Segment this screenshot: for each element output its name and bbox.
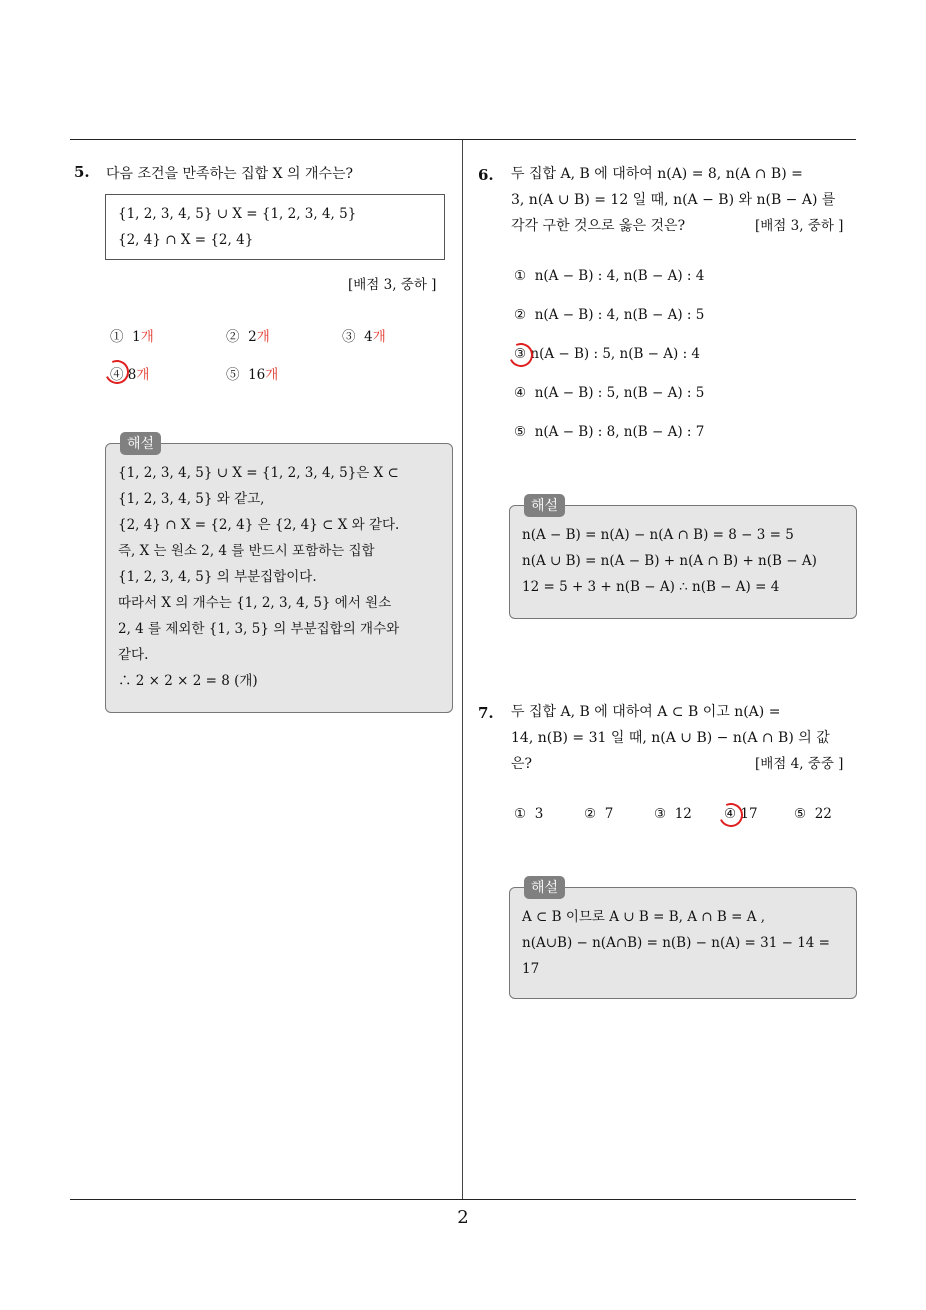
solution-line: {2, 4} ∩ X = {2, 4} 은 {2, 4} ⊂ X 와 같다. [118,517,400,533]
q5-solution-box [105,436,453,713]
q6-choice-3[interactable] [514,346,700,362]
q6-line-1: 두 집합 A, B 에 대하여 n(A) = 8, n(A ∩ B) = [511,166,803,182]
choice-value: 3 [534,806,544,822]
q7-score: [배점 4, 중중 ] [755,756,844,772]
choice-value: 7 [604,806,614,822]
solution-line: 12 = 5 + 3 + n(B − A) ∴ n(B − A) = 4 [522,579,780,595]
choice-mark: ③ [342,329,356,345]
q7-line-3 [511,751,861,777]
choice-text: n(A − B) : 8, n(B − A) : 7 [534,424,705,440]
q7-text [511,699,861,777]
choice-value: 17 [740,806,758,822]
choice-mark: ④ [724,806,737,822]
solution-line: {1, 2, 3, 4, 5} ∪ X = {1, 2, 3, 4, 5}은 X ⊂ [118,465,399,481]
choice-mark: ⑤ [514,424,527,440]
choice-value: 22 [814,806,832,822]
solution-line: n(A − B) = n(A) − n(A ∩ B) = 8 − 3 = 5 [522,527,794,543]
solution-tag: 해설 [524,876,565,899]
q7-number: 7. [478,704,494,722]
solution-line: 2, 4 를 제외한 {1, 3, 5} 의 부분집합의 개수와 [118,621,400,637]
choice-value: 8 [127,367,137,383]
solution-tag: 해설 [524,494,565,517]
column-divider [462,140,463,1200]
q7-choice-3[interactable] [654,806,692,822]
choice-mark: ① [514,268,527,284]
q7-line-1: 두 집합 A, B 에 대하여 A ⊂ B 이고 n(A) = [511,704,781,720]
choice-mark: ⑤ [794,806,807,822]
q5-score: [배점 3, 중하 ] [348,277,437,293]
solution-line: n(A∪B) − n(A∩B) = n(B) − n(A) = 31 − 14 = [522,935,830,951]
choice-mark: ⑤ [226,367,240,383]
q7-line-3-text: 은? [511,756,533,772]
choice-text: n(A − B) : 5, n(B − A) : 5 [534,385,705,401]
q6-choice-1[interactable] [514,268,704,284]
choice-text: n(A − B) : 5, n(B − A) : 4 [530,346,701,362]
top-rule [70,139,856,140]
choice-unit: 개 [136,367,150,383]
solution-line: n(A ∪ B) = n(A − B) + n(A ∩ B) + n(B − A) [522,553,817,569]
solution-line: 같다. [118,647,149,663]
q7-choice-1[interactable] [514,806,543,822]
choice-value: 4 [364,329,373,345]
q5-condition-1: {1, 2, 3, 4, 5} ∪ X = {1, 2, 3, 4, 5} [118,206,357,222]
choice-text: n(A − B) : 4, n(B − A) : 4 [534,268,705,284]
solution-line: A ⊂ B 이므로 A ∪ B = B, A ∩ B = A , [522,909,766,925]
choice-mark: ③ [514,346,527,362]
solution-line: 따라서 X 의 개수는 {1, 2, 3, 4, 5} 에서 원소 [118,595,392,611]
choice-value: 1 [132,329,141,345]
solution-line: {1, 2, 3, 4, 5} 와 같고, [118,491,265,507]
q5-choice-5[interactable] [226,363,278,383]
choice-text: n(A − B) : 4, n(B − A) : 5 [534,307,705,323]
choice-mark: ④ [514,385,527,401]
q7-choice-2[interactable] [584,806,613,822]
q6-choice-4[interactable] [514,385,704,401]
q7-line-2: 14, n(B) = 31 일 때, n(A ∪ B) − n(A ∩ B) 의 값 [511,730,830,746]
choice-unit: 개 [372,329,386,345]
choice-mark: ② [584,806,597,822]
choice-mark: ① [110,329,124,345]
solution-tag: 해설 [120,432,161,455]
q5-choice-3[interactable] [342,325,386,345]
q6-number: 6. [478,166,494,184]
q6-line-3-text: 각각 구한 것으로 옳은 것은? [511,218,686,234]
choice-value: 16 [248,367,266,383]
q5-choice-2[interactable] [226,325,270,345]
q6-text [511,161,861,239]
choice-unit: 개 [265,367,279,383]
q7-choice-5[interactable] [794,806,832,822]
q7-solution-box [509,880,857,999]
choice-value: 12 [674,806,692,822]
q6-choice-2[interactable] [514,307,704,323]
solution-line: ∴ 2 × 2 × 2 = 8 (개) [118,673,258,689]
choice-value: 2 [248,329,257,345]
q6-line-2: 3, n(A ∪ B) = 12 일 때, n(A − B) 와 n(B − A) 를 [511,192,836,208]
choice-mark: ② [514,307,527,323]
q6-solution-box [509,498,857,619]
q6-choice-5[interactable] [514,424,704,440]
choice-mark: ③ [654,806,667,822]
choice-mark: ① [514,806,527,822]
bottom-rule [70,1199,856,1200]
q5-condition-2: {2, 4} ∩ X = {2, 4} [118,232,254,248]
choice-mark: ② [226,329,240,345]
solution-line: 즉, X 는 원소 2, 4 를 반드시 포함하는 집합 [118,543,375,559]
q5-condition-box [105,194,445,260]
choice-unit: 개 [140,329,154,345]
q6-score: [배점 3, 중하 ] [755,218,844,234]
q5-number: 5. [74,163,90,181]
choice-mark: ④ [110,367,124,383]
q5-choice-1[interactable] [110,325,154,345]
answer-circle-icon [506,340,537,371]
q6-line-3 [511,213,861,239]
answer-circle-icon [716,800,747,831]
q5-text: 다음 조건을 만족하는 집합 X 의 개수는? [106,166,354,182]
solution-line: {1, 2, 3, 4, 5} 의 부분집합이다. [118,569,317,585]
solution-line: 17 [522,961,540,977]
page-number: 2 [457,1207,469,1228]
choice-unit: 개 [256,329,270,345]
